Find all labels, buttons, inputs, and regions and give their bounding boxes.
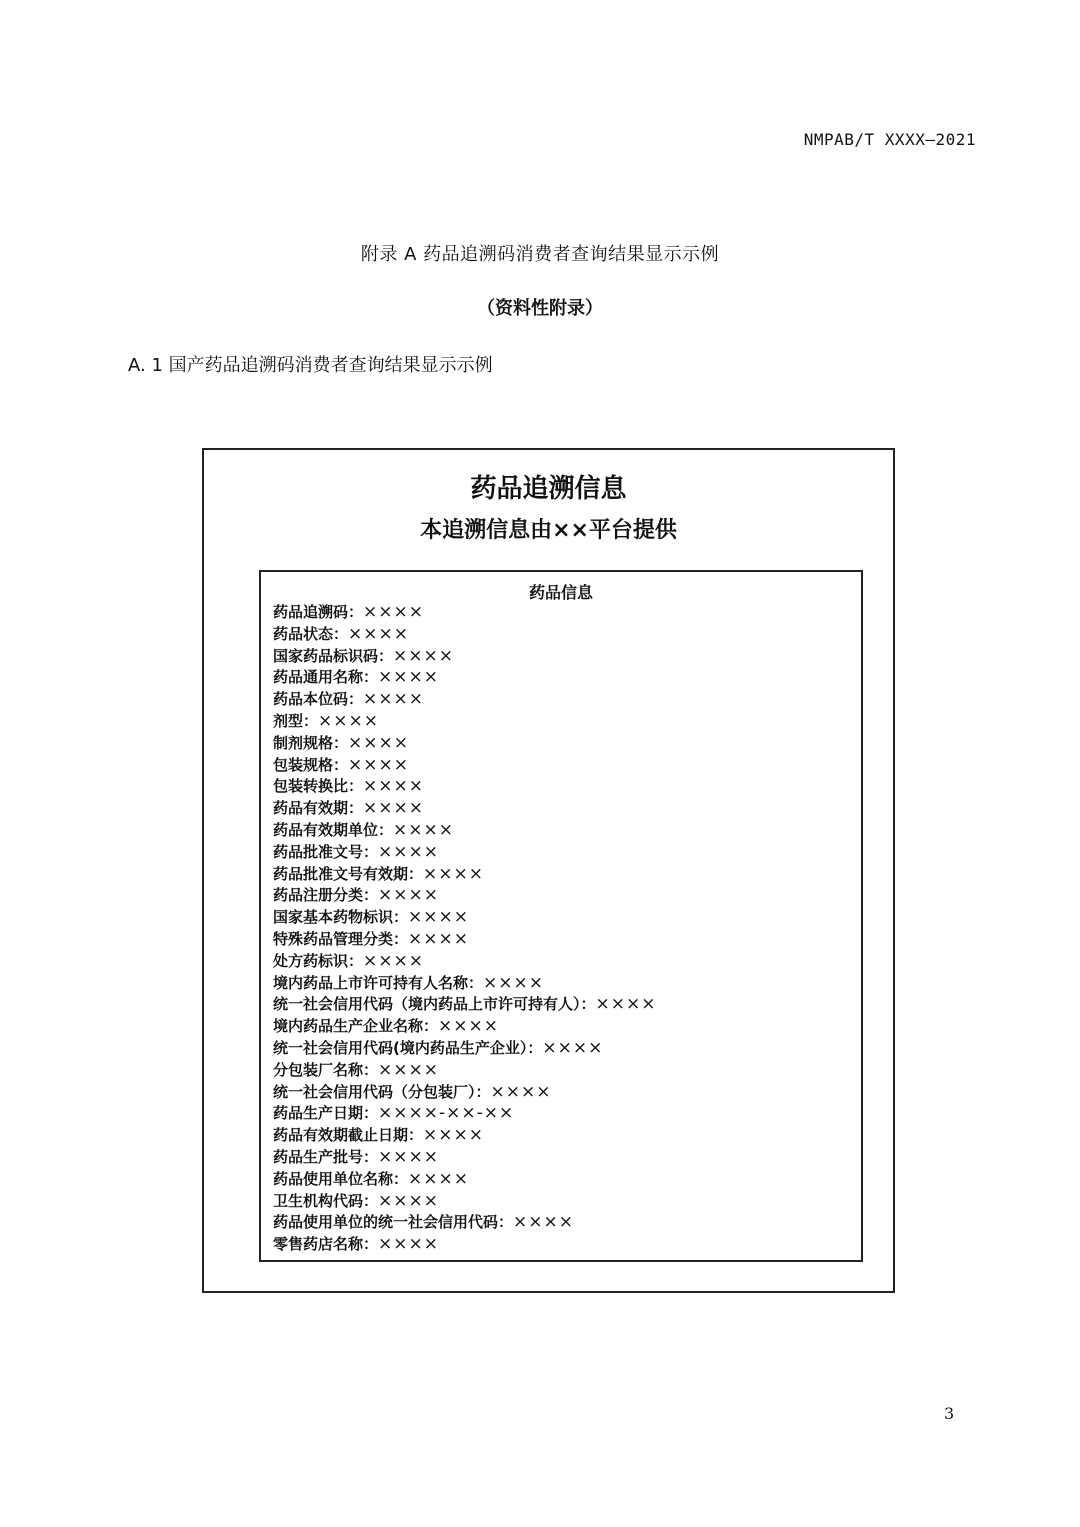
field-label: 药品生产批号： bbox=[273, 1147, 379, 1166]
field-value: ×××× bbox=[363, 602, 424, 622]
field-label: 药品注册分类： bbox=[273, 886, 379, 905]
drug-info-field-row bbox=[273, 689, 657, 711]
field-label: 处方药标识： bbox=[273, 951, 364, 970]
drug-info-field-row bbox=[273, 798, 657, 820]
field-value: ×××× bbox=[393, 819, 454, 840]
drug-info-field-row bbox=[273, 907, 657, 929]
drug-info-heading: 药品信息 bbox=[528, 583, 593, 602]
drug-info-field-row bbox=[273, 1038, 657, 1060]
field-label: 统一社会信用代码（分包装厂）： bbox=[273, 1082, 491, 1101]
drug-info-field-row bbox=[273, 1125, 657, 1147]
field-label: 药品状态： bbox=[273, 624, 349, 643]
page-number: 3 bbox=[944, 1404, 955, 1423]
field-value: ×××× bbox=[393, 645, 454, 666]
drug-info-field-row bbox=[273, 1147, 657, 1169]
drug-info-field-row bbox=[273, 1234, 657, 1256]
field-value: ×××× bbox=[408, 907, 469, 928]
drug-info-field-row bbox=[273, 646, 657, 668]
example-subtitle: 本追溯信息由××平台提供 bbox=[420, 518, 677, 543]
field-value: ×××× bbox=[348, 732, 409, 753]
field-label: 药品生产日期： bbox=[273, 1104, 379, 1123]
field-value: ×××× bbox=[408, 1168, 469, 1189]
field-label: 国家药品标识码： bbox=[273, 646, 394, 665]
field-label: 药品批准文号有效期： bbox=[273, 864, 424, 883]
field-value: ×××× bbox=[595, 994, 657, 1015]
field-value: ×××× bbox=[423, 1125, 484, 1146]
field-value: ×××× bbox=[423, 863, 484, 884]
field-value: ×××× bbox=[348, 754, 409, 775]
appendix-type: （资料性附录） bbox=[477, 298, 603, 319]
drug-info-field-row bbox=[273, 1191, 657, 1213]
field-value: ×××× bbox=[363, 776, 424, 797]
field-label: 药品通用名称： bbox=[273, 668, 379, 687]
drug-info-field-row bbox=[273, 1212, 657, 1234]
field-value: ×××× bbox=[318, 710, 379, 731]
field-label: 卫生机构代码： bbox=[273, 1191, 379, 1210]
field-value: ×××× bbox=[363, 689, 424, 710]
drug-info-field-row bbox=[273, 776, 657, 798]
drug-info-field-row bbox=[273, 1082, 657, 1104]
field-label: 药品使用单位名称： bbox=[273, 1169, 409, 1188]
field-value: ×××× bbox=[490, 1081, 552, 1102]
field-label: 境内药品生产企业名称： bbox=[273, 1017, 439, 1036]
field-value: ×××× bbox=[378, 1190, 439, 1211]
field-label: 制剂规格： bbox=[273, 733, 349, 752]
drug-info-field-row bbox=[273, 602, 657, 624]
appendix-title: 附录 A 药品追溯码消费者查询结果显示示例 bbox=[360, 244, 720, 265]
field-label: 零售药店名称： bbox=[273, 1235, 379, 1254]
drug-info-field-row bbox=[273, 994, 657, 1016]
drug-info-field-row bbox=[273, 864, 657, 886]
field-label: 药品使用单位的统一社会信用代码： bbox=[273, 1213, 514, 1232]
drug-info-field-row bbox=[273, 885, 657, 907]
standard-code: NMPAB/T XXXX—2021 bbox=[803, 130, 976, 149]
drug-info-field-row bbox=[273, 929, 657, 951]
field-value: ×××× bbox=[378, 885, 439, 906]
field-value: ×××× bbox=[363, 798, 424, 819]
field-label: 包装转换比： bbox=[273, 777, 364, 796]
drug-info-field-row bbox=[273, 1016, 657, 1038]
drug-info-field-row bbox=[273, 1169, 657, 1191]
field-value: ××××-××-×× bbox=[378, 1103, 515, 1124]
field-label: 药品批准文号： bbox=[273, 842, 379, 861]
field-label: 药品有效期： bbox=[273, 799, 364, 818]
field-label: 国家基本药物标识： bbox=[273, 908, 409, 927]
field-value: ×××× bbox=[542, 1037, 604, 1058]
field-label: 统一社会信用代码（境内药品上市许可持有人）： bbox=[273, 995, 596, 1014]
field-label: 包装规格： bbox=[273, 755, 349, 774]
field-value: ×××× bbox=[378, 1059, 439, 1080]
field-value: ×××× bbox=[363, 950, 424, 971]
drug-info-field-row bbox=[273, 820, 657, 842]
field-value: ×××× bbox=[378, 1146, 439, 1167]
field-value: ×××× bbox=[438, 1016, 499, 1037]
field-value: ×××× bbox=[378, 1234, 439, 1255]
drug-info-field-row bbox=[273, 667, 657, 689]
example-title: 药品追溯信息 bbox=[470, 474, 627, 504]
field-label: 分包装厂名称： bbox=[273, 1060, 379, 1079]
field-value: ×××× bbox=[513, 1212, 574, 1233]
field-label: 药品有效期单位： bbox=[273, 820, 394, 839]
drug-info-field-row bbox=[273, 842, 657, 864]
field-value: ×××× bbox=[378, 841, 439, 862]
field-label: 药品追溯码： bbox=[273, 603, 364, 621]
field-value: ×××× bbox=[348, 623, 409, 644]
drug-info-field-list bbox=[273, 602, 657, 1256]
drug-info-field-row bbox=[273, 1103, 657, 1125]
section-heading: A. 1 国产药品追溯码消费者查询结果显示示例 bbox=[128, 355, 493, 376]
field-label: 特殊药品管理分类： bbox=[273, 929, 409, 948]
field-value: ×××× bbox=[483, 972, 544, 993]
drug-info-field-row bbox=[273, 1060, 657, 1082]
field-value: ×××× bbox=[408, 928, 469, 949]
drug-info-field-row bbox=[273, 733, 657, 755]
field-value: ×××× bbox=[378, 667, 439, 688]
field-label: 药品有效期截止日期： bbox=[273, 1126, 424, 1145]
drug-info-field-row bbox=[273, 711, 657, 733]
drug-info-field-row bbox=[273, 973, 657, 995]
drug-info-field-row bbox=[273, 951, 657, 973]
field-label: 统一社会信用代码(境内药品生产企业）： bbox=[273, 1038, 543, 1057]
drug-info-field-row bbox=[273, 755, 657, 777]
field-label: 药品本位码： bbox=[273, 690, 364, 709]
drug-info-field-row bbox=[273, 624, 657, 646]
field-label: 境内药品上市许可持有人名称： bbox=[273, 973, 484, 992]
field-label: 剂型： bbox=[273, 711, 319, 730]
